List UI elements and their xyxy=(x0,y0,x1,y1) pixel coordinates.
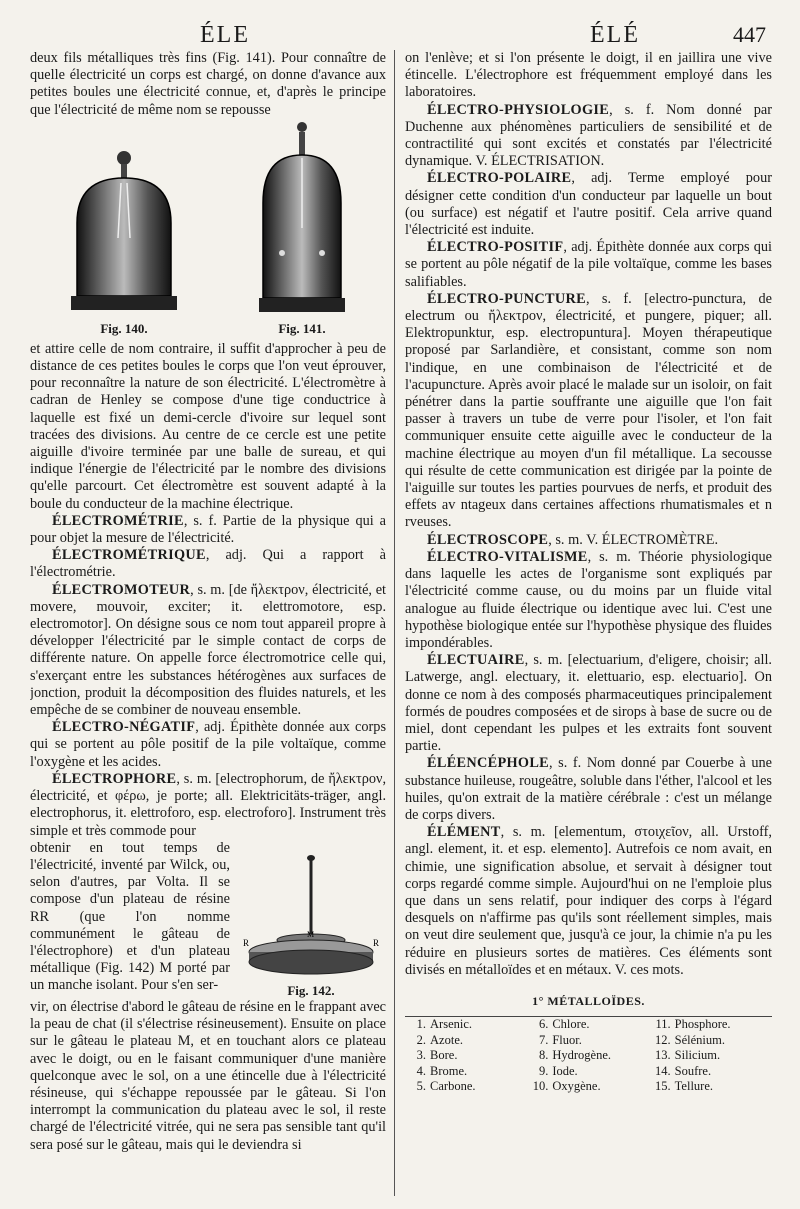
element-number: 12. xyxy=(655,1032,671,1047)
element-number: 10. xyxy=(532,1079,549,1094)
headword: ÉLECTROMÉTRIE xyxy=(52,512,184,529)
element-name: Silicium. xyxy=(674,1048,721,1063)
definition: , s. f. Nom donné par Duchenne aux phénomènes particuliers de sensibilité et de contractilité qui sont excités et constatés par l'électricité dynamique. V. ÉLECTRISATION. xyxy=(405,101,772,170)
element-number: 8. xyxy=(538,1048,549,1063)
element-number: 4. xyxy=(416,1063,427,1078)
entry-electro-negatif xyxy=(30,719,386,771)
running-head xyxy=(30,20,772,50)
definition: , adj. Terme employé pour désigner cette condition d'un conducteur par laquelle un bout (ou surface) est négatif et l'autre positif. Cela arrive quand l'électricité est induite. xyxy=(405,170,772,239)
headword: ÉLECTUAIRE xyxy=(427,652,525,669)
right-column xyxy=(394,50,772,1196)
element-name: Soufre. xyxy=(674,1063,712,1078)
element-name: Arsenic. xyxy=(428,1017,527,1033)
element-number: 9. xyxy=(538,1063,549,1078)
headword: ÉLECTRO-POSITIF xyxy=(427,239,564,256)
headword: ÉLECTRO-POLAIRE xyxy=(427,170,572,187)
element-name: Fluor. xyxy=(552,1032,582,1047)
definition: , s. m. [elementum, στοιχεῖον, all. Urstoff, angl. element, it. et esp. elemento]. Autrefois ce nom avait, en chimie, une signification absolue, et servait à désigner tout corps regardé comme simple. Aujourd'hui on ne l'emploie plus que dans un sens relatif, pour indiquer des corps à l'égard desquels on n'affirme pas qu'ils sont réellement simples, mais on veut dire seulement que, jusqu'à ce jour, la chimie n'a pu les réduire en plusieurs sortes de matières. Ces éléments sont divisés en métalloïdes et en métaux. V. ces mots. xyxy=(405,824,772,978)
fig142-label-r-right: R xyxy=(373,937,380,948)
entry-electro-puncture xyxy=(405,291,772,532)
figure-141 xyxy=(257,113,347,337)
entry-electuaire xyxy=(405,652,772,755)
definition: , s. f. Nom donné par Couerbe à une substance huileuse, rougeâtre, soluble dans l'éther, l'alcool et les huiles, qu'on extrait de la matière cérébrale : c'est un mélange de corps divers. xyxy=(405,755,772,823)
running-head-right: ÉLÉ xyxy=(590,22,640,48)
element-name: Carbone. xyxy=(430,1079,476,1094)
figures-140-141 xyxy=(30,125,386,337)
element-name: Sélénium. xyxy=(674,1032,725,1047)
element-name: Tellure. xyxy=(674,1079,713,1094)
headword: ÉLÉENCÉPHOLE xyxy=(427,755,550,772)
definition: , adj. Épithète donnée aux corps qui se portent au pôle positif de la pile voltaïque, comme l'oxygène et les acides. xyxy=(30,719,387,770)
entry-electrometrique xyxy=(30,547,386,581)
table-row xyxy=(405,1079,772,1095)
element-number: 2. xyxy=(416,1032,427,1047)
element-number: 6. xyxy=(527,1017,550,1033)
fig142-label-r-left: R xyxy=(243,937,250,948)
paragraph: deux fils métalliques très fins (Fig. 141). Pour connaître de quelle électricité un corps est chargé, on donne d'avance aux petites boules une électricité connue, et, d'après le principe que l'électricité de même nom se repousse xyxy=(30,50,387,118)
entry-electro-polaire xyxy=(405,170,772,239)
fig142-label-m: M xyxy=(307,929,315,939)
entry-eleencephole xyxy=(405,755,772,824)
figure-caption: Fig. 141. xyxy=(278,320,326,336)
element-number: 3. xyxy=(416,1048,427,1063)
headword: ÉLECTRO-NÉGATIF xyxy=(52,719,196,736)
entry-electromoteur xyxy=(30,582,386,720)
page-number: 447 xyxy=(733,22,766,47)
figure-caption: Fig. 140. xyxy=(100,320,148,336)
headword: ÉLECTRO-VITALISME xyxy=(427,548,588,565)
definition: , s. m. [electrophorum, de ἤλεκτρον, électricité, et φέρω, je porte; all. Elektricitäts-träger, angl. electrophorus, it. elettroforo, esp. electroforo]. Instrument très simple et très commode pour xyxy=(30,770,387,839)
headword: ÉLECTROSCOPE xyxy=(427,531,549,548)
entry-electrometrie xyxy=(30,513,386,547)
headword: ÉLECTROPHORE xyxy=(52,770,177,787)
bell-jar-electrometer-illustration xyxy=(257,113,347,318)
headword: ÉLÉMENT xyxy=(427,824,501,841)
figure-142 xyxy=(236,840,386,999)
headword: ÉLECTROMÉTRIQUE xyxy=(52,547,206,564)
entry-electro-positif xyxy=(405,239,772,291)
element-name: Phosphore. xyxy=(673,1017,772,1033)
element-name: Oxygène. xyxy=(552,1079,601,1094)
element-name: Azote. xyxy=(430,1032,464,1047)
table-row xyxy=(405,1017,772,1033)
figure-caption: Fig. 142. xyxy=(287,982,335,998)
definition: , s. m. Théorie physiologique dans laquelle les actes de l'organisme sont expliqués par l'électricité comme cause, ou du moins par un fluide vital analogue au fluide électrique ou identique avec lui. C'est une hypothèse biologique entée sur l'hypothèse physique des fluides impondérables. xyxy=(405,548,772,651)
paragraph: on l'enlève; et si l'on présente le doigt, il en jaillira une vive étincelle. L'électrophore est fréquemment employé dans les laboratoires. xyxy=(405,50,772,101)
element-number: 5. xyxy=(416,1079,427,1094)
entry-element xyxy=(405,824,772,979)
element-number: 15. xyxy=(655,1079,671,1094)
entry-electro-physiologie xyxy=(405,102,772,171)
element-number: 11. xyxy=(650,1017,673,1033)
running-head-left: ÉLE xyxy=(200,22,250,48)
bell-jar-electroscope-illustration xyxy=(69,128,179,318)
table-row xyxy=(405,1064,772,1080)
table-row xyxy=(405,1033,772,1049)
element-number: 7. xyxy=(538,1032,549,1047)
element-name: Brome. xyxy=(430,1063,468,1078)
two-column-body xyxy=(30,50,772,1196)
entry-electroscope xyxy=(405,532,772,549)
element-name: Chlore. xyxy=(550,1017,649,1033)
definition: , s. f. [electro-punctura, de electrum ou ἤλεκτρον, électricité, et pungere, piquer; all. Elektropunktur, esp. electropuntura]. Moyen thérapeutique proposé par Sarlandière, et consistant, comme son nom l'indique, en une combinaison de l'électricité et de l'acupuncture. Après avoir placé le malade sur un isoloir, on fait pénétrer dans la partie souffrante une aiguille que l'on fait passer à travers un tube de verre pour l'isoler, et l'on fait communiquer ensuite cette aiguille avec le conducteur de la machine électrique au moyen d'un fil métallique. La secousse qui résulte de cette communication est dirigée par la pointe de l'aiguille sur toutes les parties pourvues de nerfs, et produit des effets av ntageux dans certaines affections rhumatismales et n rveuses. xyxy=(405,290,772,531)
entry-electro-vitalisme xyxy=(405,549,772,652)
headword: ÉLECTROMOTEUR xyxy=(52,581,191,598)
table-row xyxy=(405,1048,772,1064)
element-number: 13. xyxy=(655,1048,671,1063)
metalloides-table xyxy=(405,1016,772,1095)
element-number: 14. xyxy=(655,1063,671,1078)
element-name: Bore. xyxy=(430,1048,458,1063)
paragraph: obtenir en tout temps de l'électricité, inventé par Wilck, ou, selon d'autres, par Volta. Il se compose d'un plateau de résine RR (que l'on nomme communément le gâteau de l'électrophore) et d'un plateau métallique (Fig. 142) M porté par un manche isolant. Pour s'en ser- xyxy=(30,839,230,994)
definition: , s. m. [electuarium, d'eligere, choisir; all. Latwerge, angl. electuary, it. elettuario, esp. electuario]. On donne ce nom à des composés pharmaceutiques principalement formés de poudres composées et de sirops à base de sucre ou de miel, dont cependant les pulpes et les extraits font souvent partie. xyxy=(405,652,772,755)
definition: , adj. Épithète donnée aux corps qui se portent au pôle négatif de la pile voltaïque, comme les bases salifiables. xyxy=(405,239,772,290)
definition: , s. m. V. ÉLECTROMÈTRE. xyxy=(548,531,719,548)
metalloides-title: 1° MÉTALLOÏDES. xyxy=(532,993,645,1008)
headword: ÉLECTRO-PHYSIOLOGIE xyxy=(427,101,610,118)
definition: , adj. Qui a rapport à l'électrométrie. xyxy=(30,547,387,581)
headword: ÉLECTRO-PUNCTURE xyxy=(427,290,586,307)
element-number: 1. xyxy=(405,1017,428,1033)
electrophore-illustration xyxy=(241,850,381,980)
figure-140 xyxy=(69,128,179,337)
electrophore-with-figure xyxy=(30,840,386,999)
entry-electrophore xyxy=(30,771,386,840)
paragraph: vir, on électrise d'abord le gâteau de résine en le frappant avec la peau de chat (il s'électrise résineusement). Ensuite on place sur le gâteau le plateau M, et en touchant alors ce plateau avec le doigt, ou en le faisant communiquer d'une manière quelconque avec le sol, on a une étincelle due à l'électricité résineuse, qui s'échappe repoussée par le gâteau. Si l'on interrompt la communication du plateau avec le sol, il reste chargé de l'électricité vitrée, qui ne sera pas sensible tant qu'il sera posé sur le gâteau, mais qui le deviendra si xyxy=(30,998,387,1153)
element-name: Iode. xyxy=(552,1063,578,1078)
left-column xyxy=(30,50,394,1196)
paragraph: et attire celle de nom contraire, il suffit d'approcher à peu de distance de ces petites boules le corps que l'on veut éprouver, pour reconnaître la nature de son électricité. L'électromètre à cadran de Henley se compose d'une tige conductrice à laquelle est fixé un demi-cercle d'ivoire sur lequel sont tracées des divisions. Au centre de ce cercle est une petite aiguille d'ivoire terminée par une balle de sureau, et qui indique l'énergie de l'électricité par le nombre des divisions qu'elle parcourt. Cet électromètre est souvent adapté à la boule du conducteur de la machine électrique. xyxy=(30,340,387,512)
element-name: Hydrogène. xyxy=(552,1048,612,1063)
definition: , s. f. Partie de la physique qui a pour objet la mesure de l'électricité. xyxy=(30,512,387,547)
definition: , s. m. [de ἤλεκτρον, électricité, et movere, mouvoir, exciter; it. elettromotore, esp. electromotor]. On désigne sous ce nom tout appareil propre à développer l'électricité par le simple contact de corps de différente nature. On appelle force électromotrice celle qui, s'exerçant entre les substances hétérogènes aux surfaces de jonction, produit la décomposition des fluides naturels, et les empêche de se combiner de nouveau ensemble. xyxy=(30,581,387,719)
